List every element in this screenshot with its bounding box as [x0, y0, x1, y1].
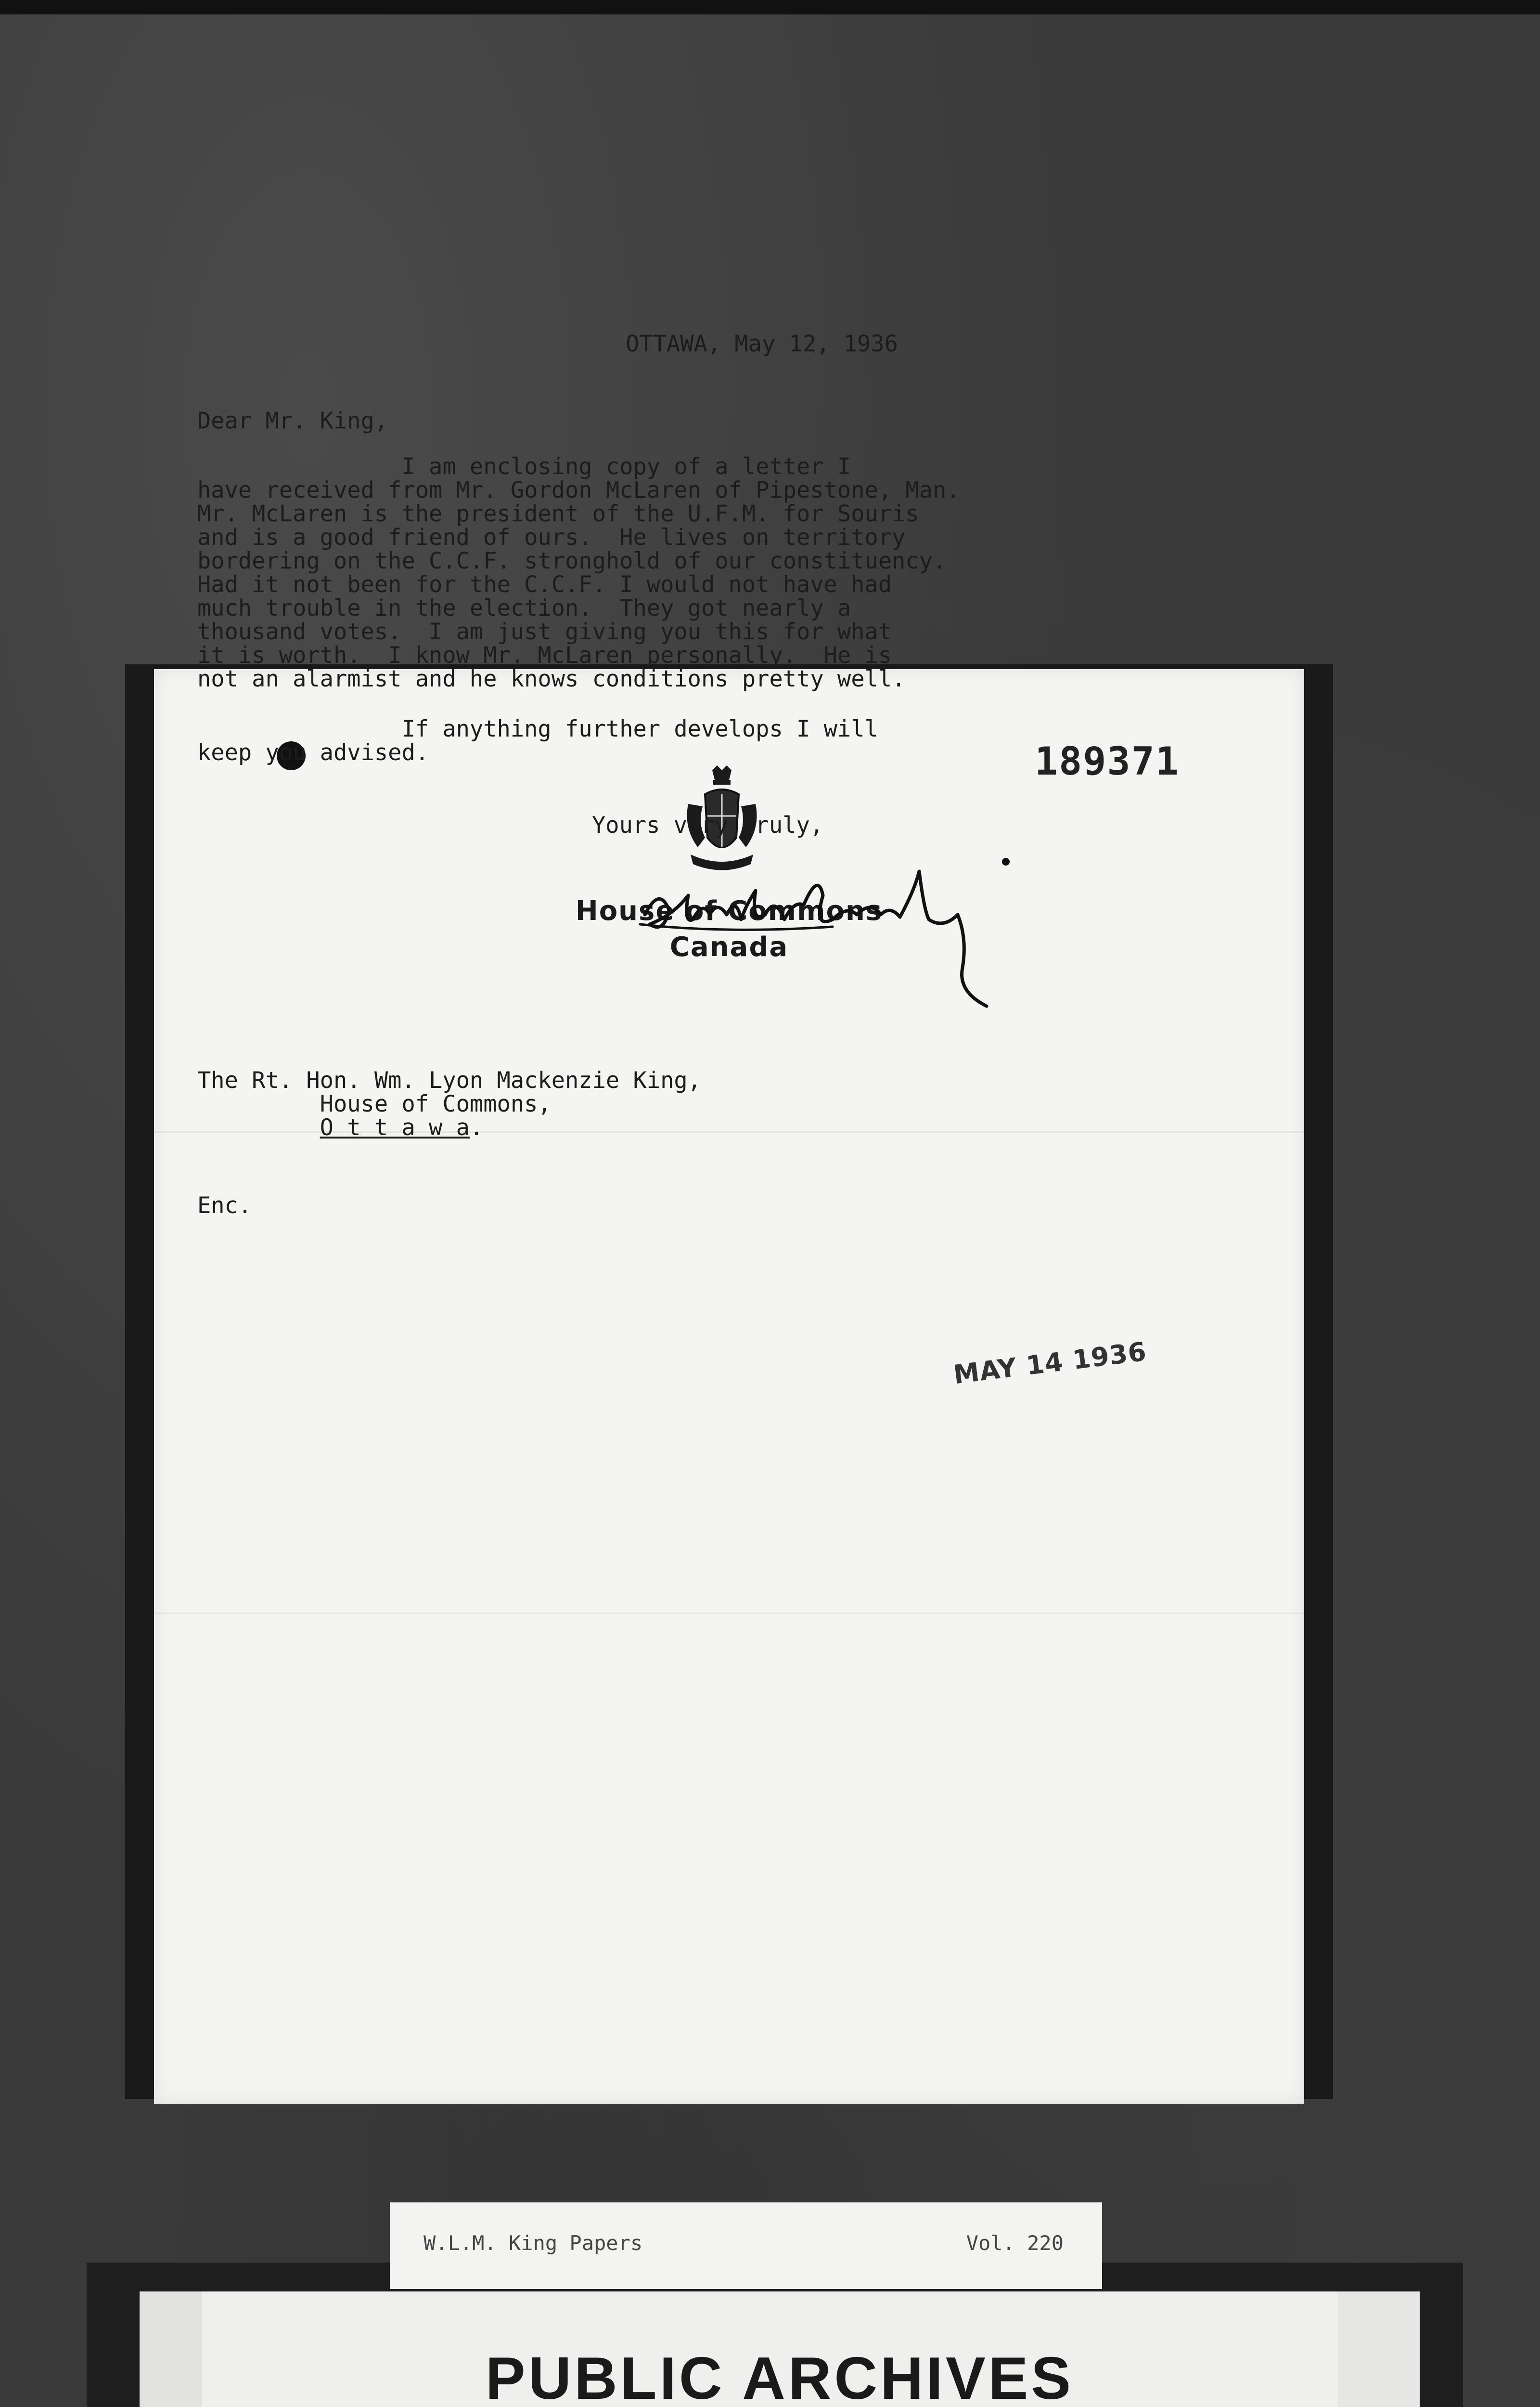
addressee-line-2: House of Commons,: [197, 1091, 552, 1117]
received-date-stamp: MAY 14 1936: [951, 1336, 1148, 1390]
papers-collection: W.L.M. King Papers: [424, 2231, 643, 2255]
letterhead-house: House of Commons: [575, 895, 883, 927]
dateline: OTTAWA, May 12, 1936: [626, 331, 898, 357]
film-edge: [0, 0, 1540, 14]
fold-line-lower: [154, 1613, 1304, 1614]
papers-volume: Vol. 220: [966, 2231, 1064, 2255]
addressee-city: O t t a w a: [320, 1114, 470, 1141]
addressee-city-indent: [197, 1114, 320, 1141]
addressee-city-suffix: .: [469, 1114, 484, 1141]
addressee-block: [197, 1069, 701, 1139]
handwritten-signature: [630, 842, 1025, 1016]
document-number: 189371: [1035, 739, 1180, 784]
addressee-line-1: The Rt. Hon. Wm. Lyon Mackenzie King,: [197, 1067, 701, 1094]
archive-title-english: PUBLIC ARCHIVES: [485, 2345, 1074, 2407]
body-paragraph-2: If anything further develops I will keep you advised.: [197, 716, 878, 766]
complimentary-closing: Yours very truly,: [592, 812, 824, 839]
salutation: Dear Mr. King,: [197, 408, 388, 434]
papers-label: [390, 2202, 1102, 2289]
letterhead-country: Canada: [669, 932, 789, 963]
body-paragraph-1: I am enclosing copy of a letter I have received from Mr. Gordon McLaren of Pipestone, Man. Mr. McLaren is the president of the U.F.M. for Souris and is a good friend of ours. He lives on territory bordering on the C.C.F. stronghold of our constituency. Had it not been for the C.C.F. I would not have had much trouble in the election. They got nearly a thousand votes. I am just giving you this for what it is worth. I know Mr. McLaren personally. He is not an alarmist and he knows conditions pretty well.: [197, 453, 960, 692]
enclosure-note: Enc.: [197, 1192, 252, 1219]
